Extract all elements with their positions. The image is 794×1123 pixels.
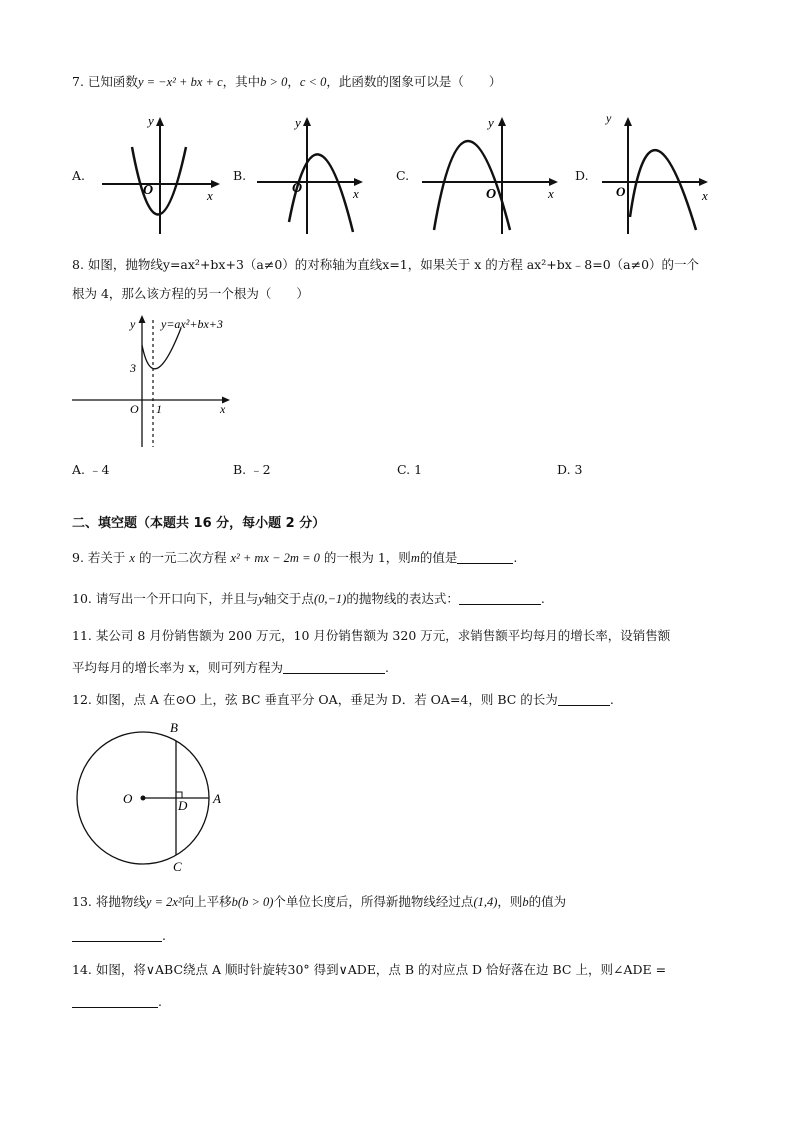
q7-option-c-label: C. — [396, 168, 410, 183]
section-title: 二、填空题（本题共 16 分，每小题 2 分） — [72, 516, 326, 531]
q8-x-tick: 1 — [156, 402, 162, 416]
q8-option-d: D. 3 — [557, 462, 583, 477]
q13-stem-line1: 13. 将抛物线y = 2x²向上平移b(b > 0)个单位长度后，所得新抛物线经过点(1,4)，则b的值为 — [72, 894, 567, 909]
q7c-x-label: x — [548, 186, 554, 201]
q11-answer-blank[interactable] — [283, 660, 385, 674]
q7d-y-label: y — [606, 111, 612, 125]
q9-answer-blank[interactable] — [457, 550, 513, 564]
q11-stem-line2: 平均每月的增长率为 x，则可列方程为 . — [72, 660, 390, 675]
q7c-origin-label: O — [486, 187, 497, 202]
q7a-x-label: x — [207, 188, 213, 203]
q7a-origin-label: O — [143, 183, 154, 198]
q8-y-tick: 3 — [130, 361, 136, 375]
q8-stem-line2: 根为 4，那么该方程的另一个根为（ ） — [72, 286, 309, 301]
q9-stem: 9. 若关于 x 的一元二次方程 x² + mx − 2m = 0 的一根为 1，则m的值是 . — [72, 550, 518, 565]
q7b-origin-label: O — [292, 181, 303, 196]
q8-graph-label: y=ax²+bx+3 — [161, 317, 223, 331]
q14-stem-line1: 14. 如图，将∨ABC绕点 A 顺时针旋转30° 得到∨ADE，点 B 的对应点 D 恰好落在边 BC 上，则∠ADE = — [72, 962, 667, 977]
q8-x-label: x — [220, 402, 226, 416]
q8-stem-line1: 8. 如图，抛物线y=ax²+bx+3（a≠0）的对称轴为直线x=1，如果关于 x 的方程 ax²+bx﹣8=0（a≠0）的一个 — [72, 257, 700, 272]
q12-figure — [72, 716, 242, 876]
q12-stem: 12. 如图，点 A 在⊙O 上，弦 BC 垂直平分 OA，垂足为 D．若 OA=4，则 BC 的长为 . — [72, 692, 614, 707]
q7-graph-c — [420, 112, 565, 237]
q13-answer-blank[interactable] — [72, 928, 162, 942]
q7-graph-d — [600, 112, 715, 237]
q7a-y-label: y — [148, 113, 154, 128]
q7c-y-label: y — [488, 115, 494, 130]
q7d-origin-label: O — [616, 184, 626, 199]
q10-stem: 10. 请写出一个开口向下，并且与y轴交于点(0,−1)的抛物线的表达式： . — [72, 591, 545, 606]
q7-option-a-label: A. — [72, 168, 86, 183]
q8-option-c: C. 1 — [397, 462, 423, 477]
q8-origin-label: O — [130, 402, 139, 416]
q7-graph-a — [100, 112, 225, 237]
q7b-y-label: y — [295, 115, 301, 130]
q7-graph-b — [255, 112, 370, 237]
q7-option-d-label: D. — [575, 168, 589, 183]
q8-option-a: A. ﹣4 — [72, 462, 110, 477]
q14-answer-blank[interactable] — [72, 994, 158, 1008]
q8-y-label: y — [130, 317, 136, 331]
q12-label-d: D — [178, 798, 188, 813]
q7d-x-label: x — [702, 188, 708, 203]
q7-option-b-label: B. — [233, 168, 247, 183]
q8-graph — [72, 312, 242, 452]
q7b-x-label: x — [353, 186, 359, 201]
q12-label-o: O — [123, 791, 133, 806]
q13-stem-line2: . — [72, 927, 166, 945]
q11-stem-line1: 11. 某公司 8 月份销售额为 200 万元，10 月份销售额为 320 万元，求销售额平均每月的增长率，设销售额 — [72, 628, 671, 643]
q14-stem-line2: . — [72, 993, 162, 1011]
q12-label-c: C — [173, 859, 182, 874]
q7-stem: 7. 已知函数y = −x² + bx + c，其中b > 0，c < 0，此函数的图象可以是（ ） — [72, 74, 502, 89]
q8-option-b: B. ﹣2 — [233, 462, 271, 477]
q12-label-a: A — [213, 791, 221, 806]
q10-answer-blank[interactable] — [459, 591, 541, 605]
q12-label-b: B — [170, 720, 178, 735]
q12-answer-blank[interactable] — [558, 692, 610, 706]
